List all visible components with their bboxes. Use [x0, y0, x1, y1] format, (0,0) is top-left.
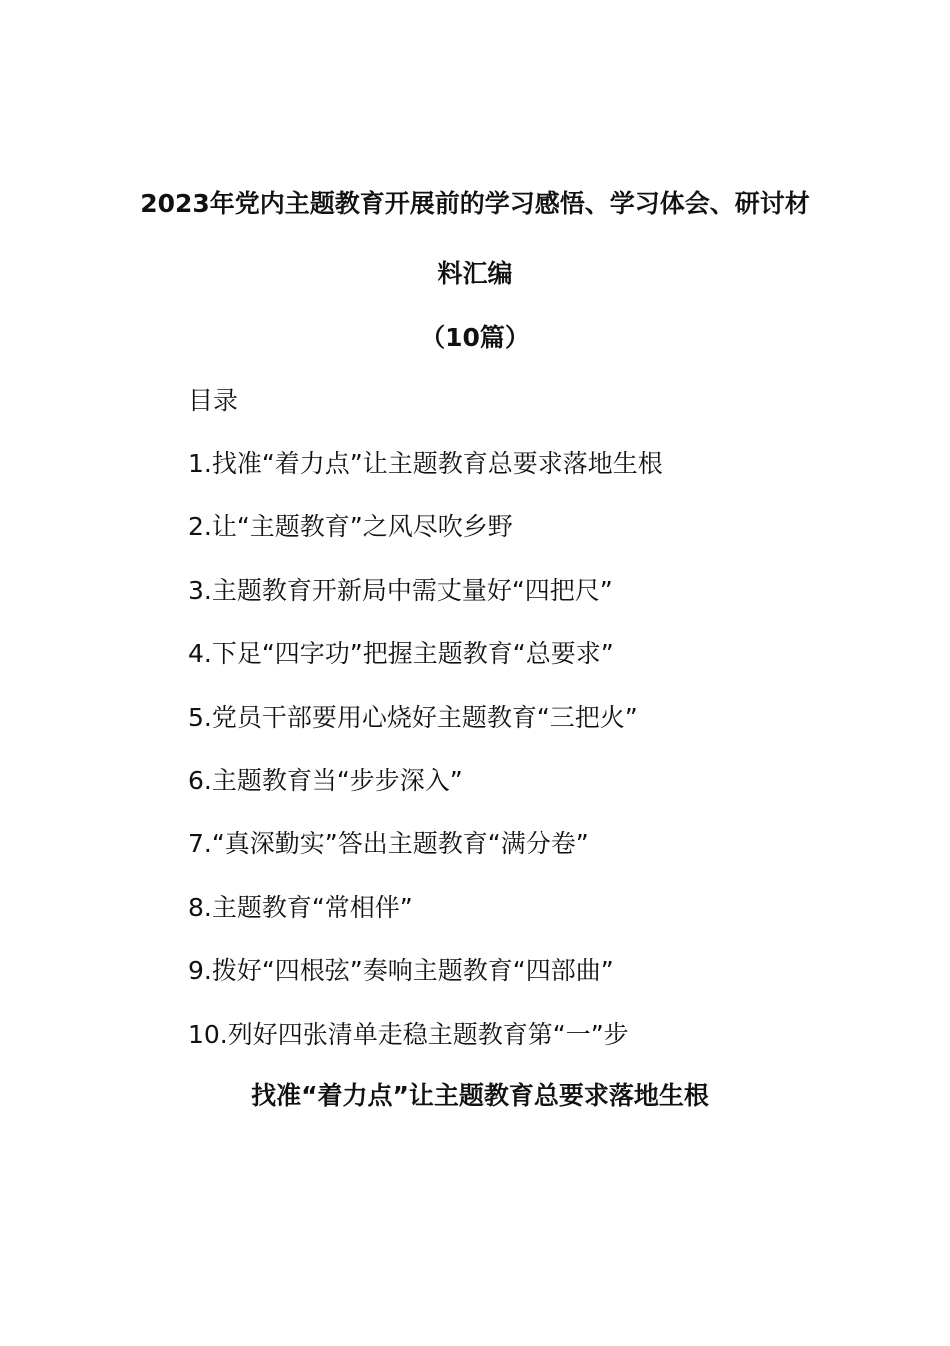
document-title-line-2: 料汇编	[437, 259, 513, 288]
toc-item-6: 6.主题教育当“步步深入”	[188, 765, 463, 795]
document-title-count: （10篇）	[420, 323, 530, 352]
toc-item-10: 10.列好四张清单走稳主题教育第“一”步	[188, 1019, 629, 1049]
toc-item-5: 5.党员干部要用心烧好主题教育“三把火”	[188, 702, 638, 732]
toc-item-4: 4.下足“四字功”把握主题教育“总要求”	[188, 639, 614, 669]
toc-item-8: 8.主题教育“常相伴”	[188, 892, 413, 922]
toc-heading: 目录	[188, 386, 239, 415]
toc-item-9: 9.拨好“四根弦”奏响主题教育“四部曲”	[188, 956, 614, 986]
toc-item-3: 3.主题教育开新局中需丈量好“四把尺”	[188, 575, 613, 605]
toc-item-7: 7.“真深勤实”答出主题教育“满分卷”	[188, 829, 589, 859]
section-heading: 找准“着力点”让主题教育总要求落地生根	[251, 1081, 709, 1110]
table-of-contents	[188, 447, 663, 1081]
toc-item-1: 1.找准“着力点”让主题教育总要求落地生根	[188, 449, 663, 478]
toc-item-2: 2.让“主题教育”之风尽吹乡野	[188, 512, 513, 542]
document-title-line-1: 2023年党内主题教育开展前的学习感悟、学习体会、研讨材	[140, 189, 810, 218]
